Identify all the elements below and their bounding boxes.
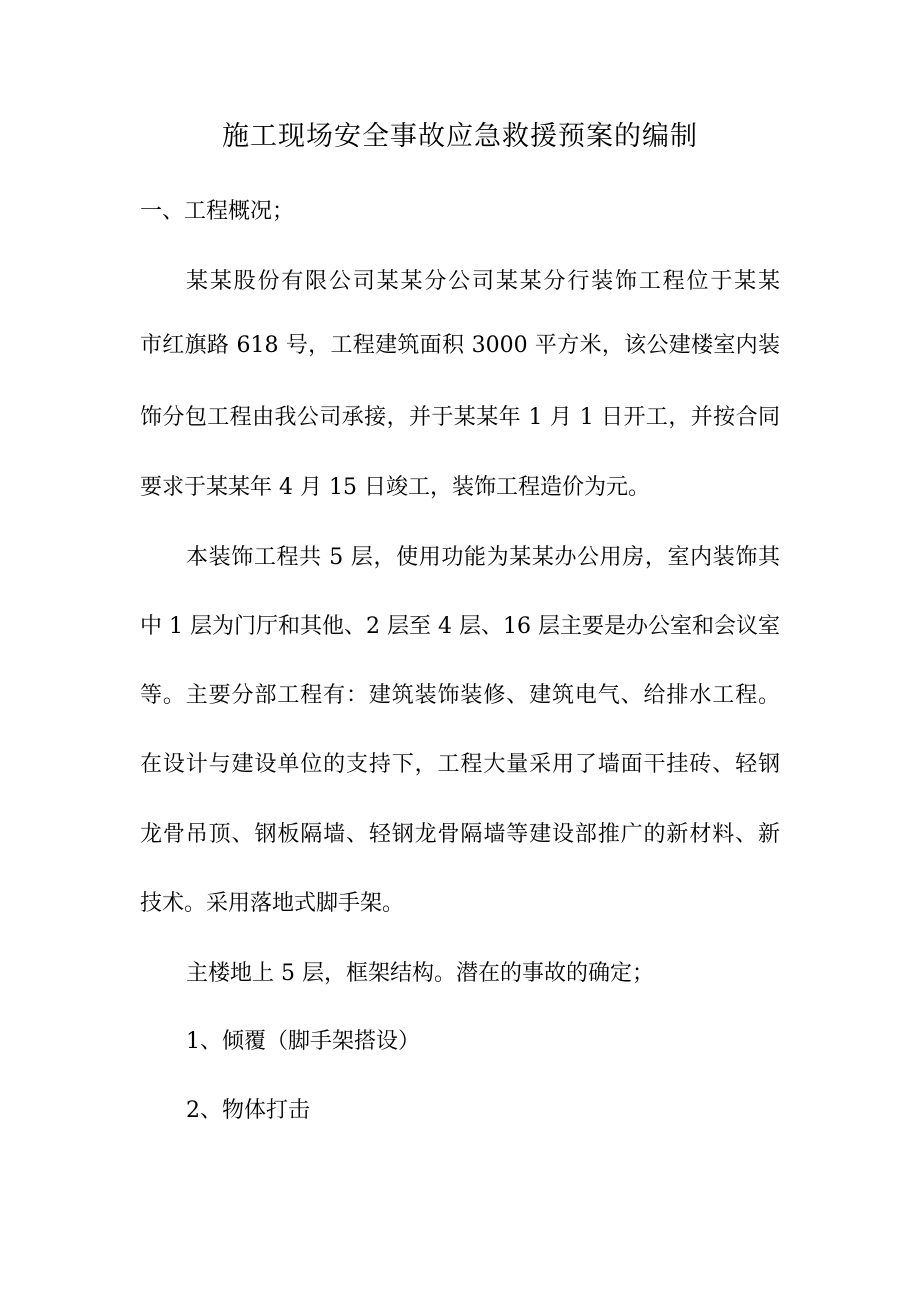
paragraph2-line-6: 技术。采用落地式脚手架。 xyxy=(140,891,405,916)
paragraph1-line-3: 饰分包工程由我公司承接，并于某某年 1 月 1 日开工，并按合同 xyxy=(140,405,780,430)
paragraph2-line-4: 在设计与建设单位的支持下，工程大量采用了墙面干挂砖、轻钢 xyxy=(140,752,780,777)
paragraph1-line-2: 市红旗路 618 号，工程建筑面积 3000 平方米，该公建楼室内装 xyxy=(140,333,780,358)
paragraph3: 主楼地上 5 层，框架结构。潜在的事故的确定； xyxy=(186,961,654,986)
document-title: 施工现场安全事故应急救援预案的编制 xyxy=(222,121,698,152)
section-heading: 一、工程概况； xyxy=(140,199,295,224)
paragraph2-line-1: 本装饰工程共 5 层，使用功能为某某办公用房，室内装饰其 xyxy=(186,545,780,570)
list-item-1: 1、倾覆（脚手架搭设） xyxy=(186,1029,420,1054)
paragraph2-line-3: 等。主要分部工程有：建筑装饰装修、建筑电气、给排水工程。 xyxy=(140,683,780,708)
paragraph2-line-5: 龙骨吊顶、钢板隔墙、轻钢龙骨隔墙等建设部推广的新材料、新 xyxy=(140,822,780,847)
paragraph2-line-2: 中 1 层为门厅和其他、2 层至 4 层、16 层主要是办公室和会议室 xyxy=(140,614,780,639)
paragraph1-line-1: 某某股份有限公司某某分公司某某分行装饰工程位于某某 xyxy=(186,269,780,294)
paragraph1-line-4: 要求于某某年 4 月 15 日竣工，装饰工程造价为元。 xyxy=(140,475,650,500)
list-item-2: 2、物体打击 xyxy=(186,1098,310,1123)
